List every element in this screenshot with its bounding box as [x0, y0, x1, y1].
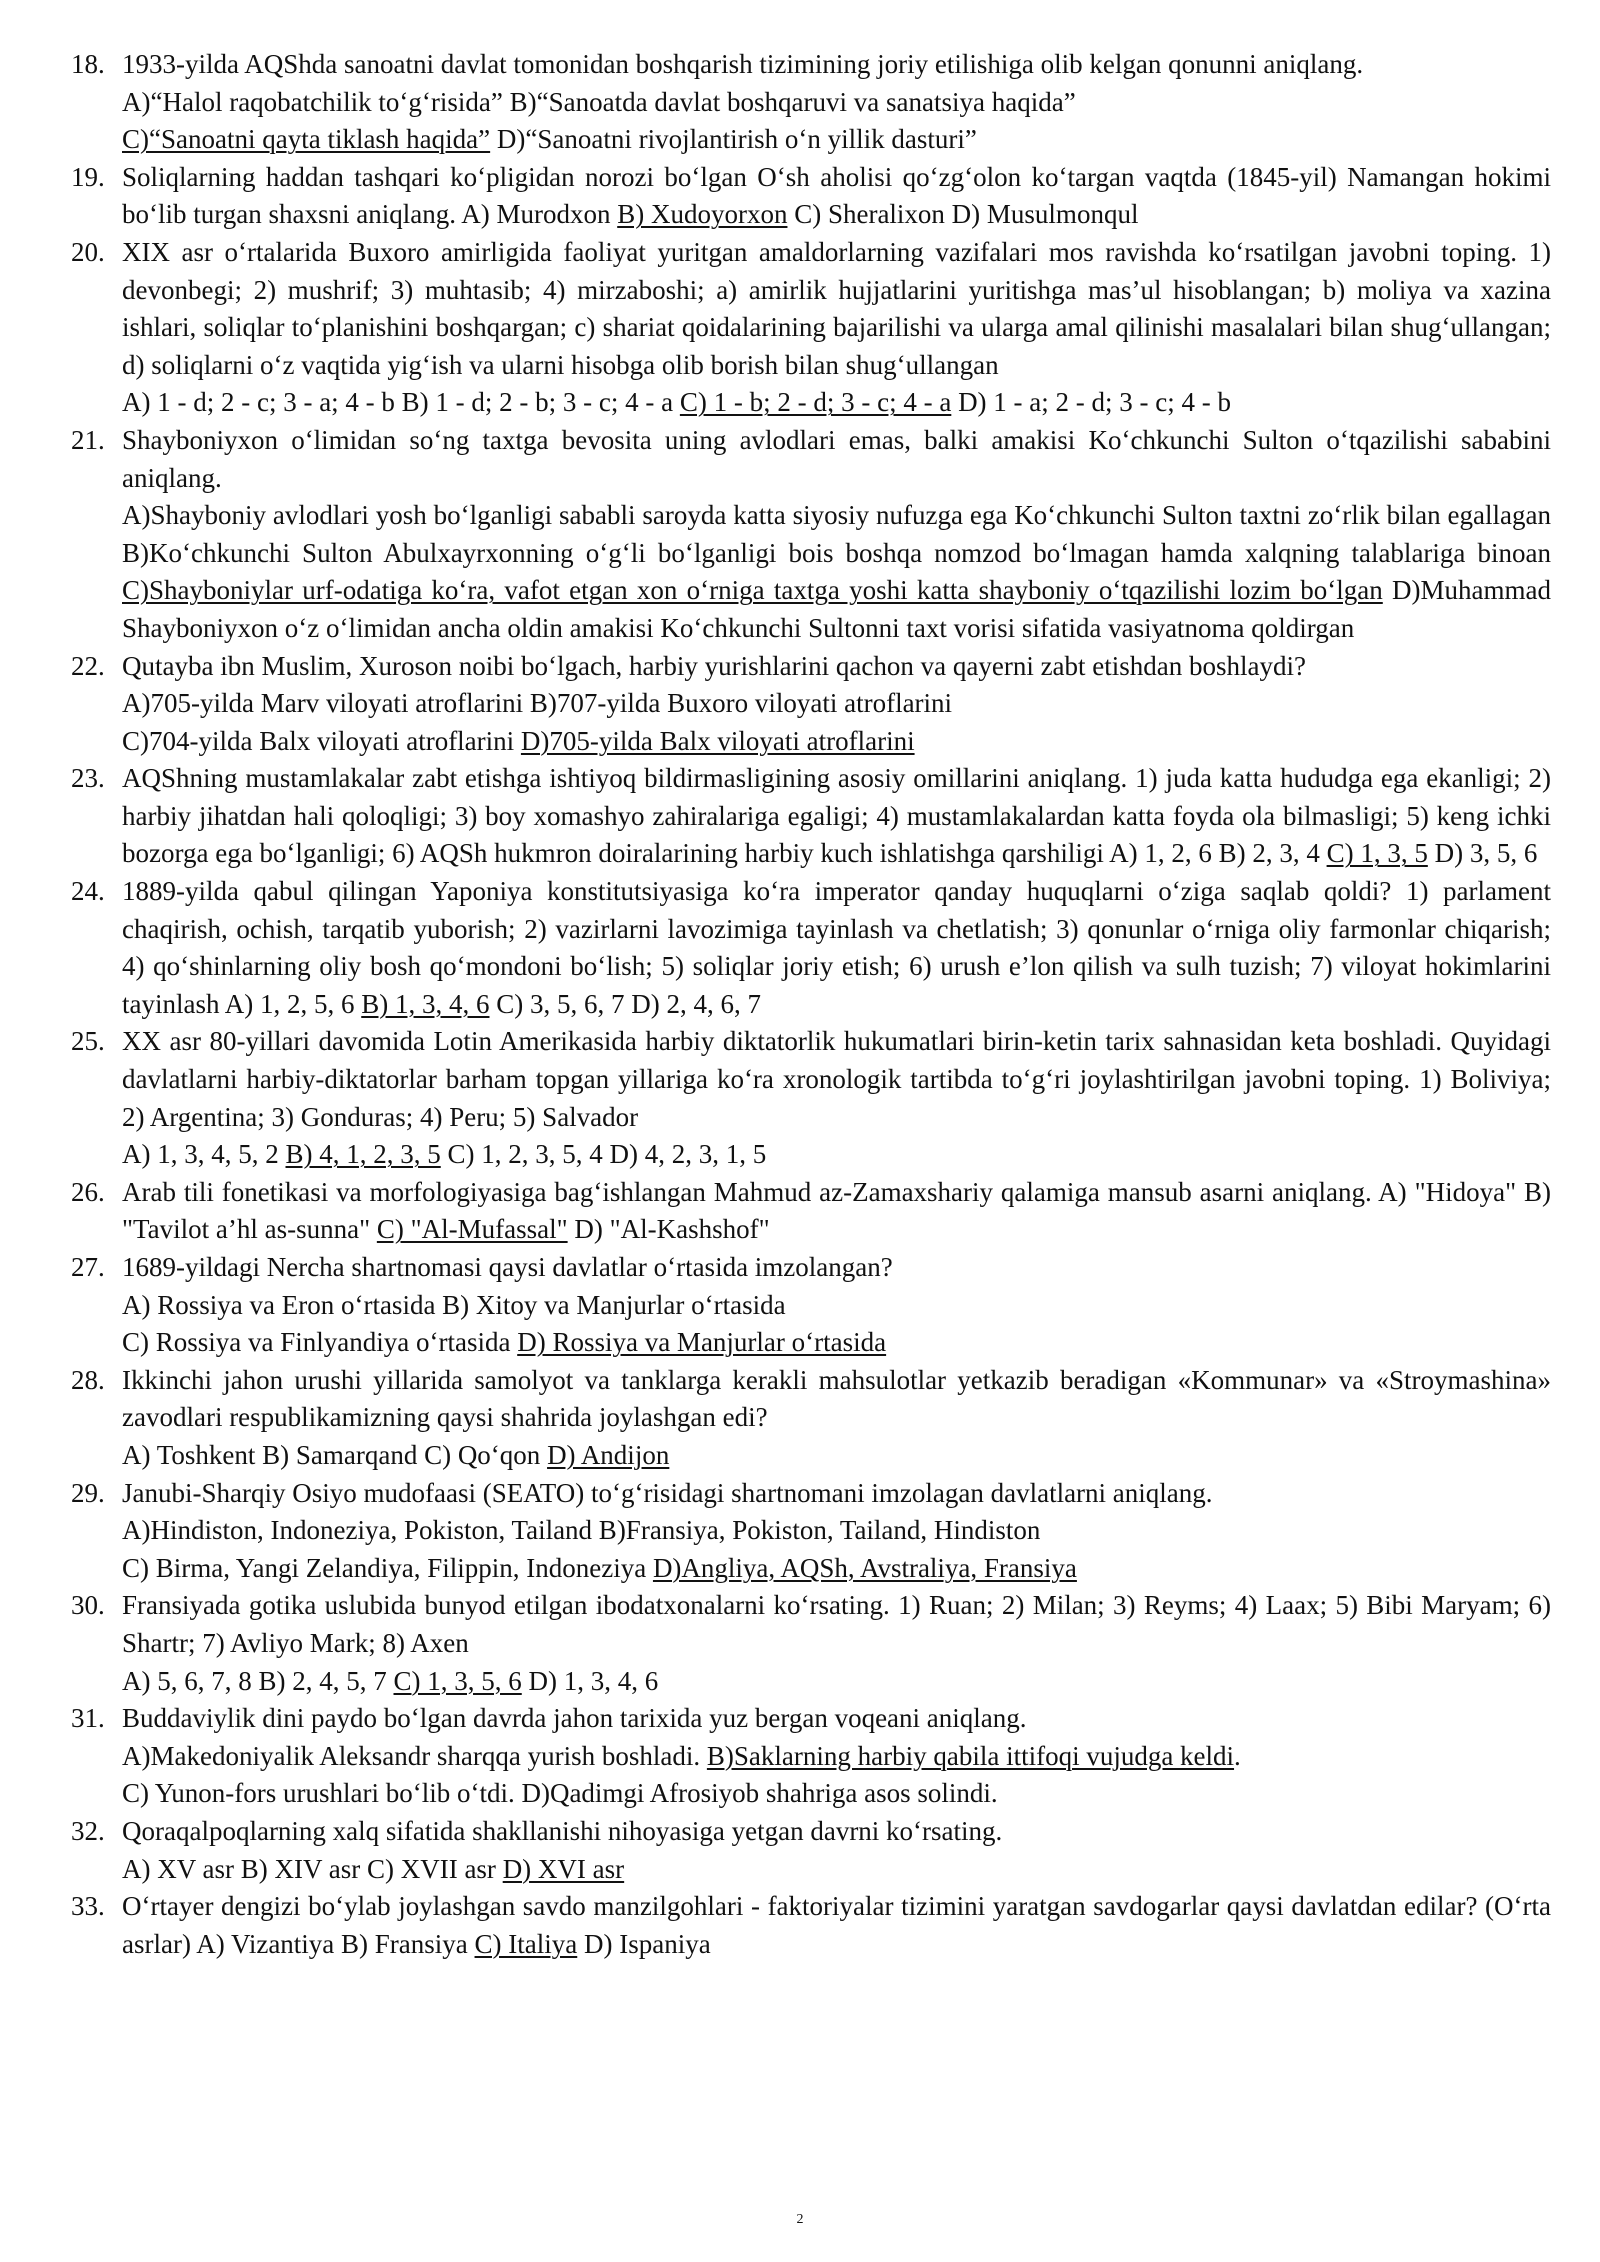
question-text — [122, 873, 1551, 1023]
question-text: Shayboniyxon o‘limidan so‘ng taxtga bevosita uning avlodlari emas, balki amakisi Ko‘chkunchi Sulton o‘tqazilishi sababini aniqlang. — [122, 424, 1551, 493]
option-text: A)Shayboniy avlodlari yosh bo‘lganligi sababli saroyda katta siyosiy nufuzga ega Ko‘chkunchi Sulton taxtni zo‘rlik bilan egallagan B)Ko‘chkunchi Sulton Abulxayrxonning o‘g‘li bo‘lganligi bois boshqa nomzod bo‘lmagan hamda xalqning talablariga binoan — [122, 500, 1551, 568]
options-line: A)Hindiston, Indoneziya, Pokiston, Tailand B)Fransiya, Pokiston, Tailand, Hindiston — [122, 1515, 1041, 1546]
option-text: D) Ispaniya — [577, 1928, 711, 1959]
question-body: Soliqlarning haddan tashqari ko‘pligidan norozi bo‘lgan O‘sh aholisi qo‘zg‘olon ko‘targan vaqtda (1845-yil) Namangan hokimi bo‘lib turgan shaxsni aniqlang. A) Murodxon — [122, 161, 1551, 230]
question-list — [71, 46, 1551, 1963]
option-text: D) 1, 3, 4, 6 — [521, 1665, 659, 1696]
question-number: 24. — [71, 876, 105, 907]
options-line — [122, 1851, 1551, 1889]
correct-answer: D) Andijon — [547, 1439, 670, 1470]
question-number: 21. — [71, 424, 105, 455]
correct-answer: B) 4, 1, 2, 3, 5 — [285, 1139, 441, 1170]
option-text: C) Rossiya va Finlyandiya o‘rtasida — [122, 1327, 518, 1358]
question-22 — [71, 648, 1551, 761]
options-line — [122, 1738, 1551, 1776]
question-text — [122, 159, 1551, 234]
question-29 — [71, 1475, 1551, 1588]
correct-answer: D)Angliya, AQSh, Avstraliya, Fransiya — [652, 1552, 1077, 1583]
question-27 — [71, 1249, 1551, 1362]
question-32 — [71, 1813, 1551, 1888]
page-number: 2 — [796, 2212, 804, 2227]
correct-answer: C) 1 - b; 2 - d; 3 - c; 4 - a — [679, 387, 952, 418]
question-28 — [71, 1362, 1551, 1475]
options-line — [122, 1136, 1551, 1174]
option-text: D)Muhammad Shayboniyxon o‘z o‘limidan ancha oldin amakisi Ko‘chkunchi Sultonni taxt vorisi sifatida vasiyatnoma qoldirgan — [122, 575, 1552, 643]
question-number: 32. — [71, 1815, 105, 1846]
options-line — [122, 1324, 1551, 1362]
question-text: Qutayba ibn Muslim, Xuroson noibi bo‘lgach, harbiy yurishlarini qachon va qayerni zabt etishdan boshlaydi? — [122, 650, 1306, 681]
question-number: 26. — [71, 1176, 105, 1207]
question-number: 30. — [71, 1590, 105, 1621]
correct-answer: C) 1, 3, 5 — [1326, 838, 1428, 869]
options-line — [122, 121, 1551, 159]
options-line — [122, 1550, 1551, 1588]
question-number: 22. — [71, 650, 105, 681]
option-text: A)Makedoniyalik Aleksandr sharqqa yurish boshladi. — [122, 1740, 707, 1771]
question-text: Qoraqalpoqlarning xalq sifatida shakllanishi nihoyasiga yetgan davrni ko‘rsating. — [122, 1815, 1003, 1846]
correct-answer: C) 1, 3, 5, 6 — [393, 1665, 522, 1696]
question-text: Ikkinchi jahon urushi yillarida samolyot va tanklarga kerakli mahsulotlar yetkazib beradigan «Kommunar» va «Stroymashina» zavodlari respublikamizning qaysi shahrida joylashgan edi? — [122, 1364, 1551, 1433]
question-text: 1689-yildagi Nercha shartnomasi qaysi davlatlar o‘rtasida imzolangan? — [122, 1252, 893, 1282]
options-line: A)“Halol raqobatchilik to‘g‘risida” B)“Sanoatda davlat boshqaruvi va sanatsiya haqida” — [122, 86, 1076, 117]
question-text — [122, 1888, 1551, 1963]
question-number: 31. — [71, 1703, 105, 1734]
question-18 — [71, 46, 1551, 159]
option-text: A) Toshkent B) Samarqand C) Qo‘qon — [122, 1439, 548, 1470]
options-line: A) Rossiya va Eron o‘rtasida B) Xitoy va Manjurlar o‘rtasida — [122, 1289, 786, 1320]
option-text: C) 1, 2, 3, 5, 4 D) 4, 2, 3, 1, 5 — [440, 1139, 767, 1170]
question-23 — [71, 760, 1551, 873]
options-line — [122, 1663, 1551, 1701]
question-body: 1889-yilda qabul qilingan Yaponiya konstitutsiyasiga ko‘ra imperator qanday huquqlarni o‘ziga saqlab qoldi? 1) parlament chaqirish, ochish, tarqatib yuborish; 2) vazirlarni lavozimiga tayinlash va chetlatish; 3) qonunlar o‘rniga oliy farmonlar chiqarish; 4) qo‘shinlarning oliy bosh qo‘mondoni bo‘lish; 5) soliqlar joriy etish; 6) urush e’lon qilish va sulh tuzish; 7) viloyat hokimlarini tayinlash A) 1, 2, 5, 6 — [122, 876, 1551, 1019]
options-line — [122, 1437, 1551, 1475]
question-31 — [71, 1700, 1551, 1813]
question-number: 20. — [71, 236, 105, 267]
question-text: Fransiyada gotika uslubida bunyod etilgan ibodatxonalarni ko‘rsating. 1) Ruan; 2) Milan; 3) Reyms; 4) Laax; 5) Bibi Maryam; 6) Shartr; 7) Avliyo Mark; 8) Axen — [122, 1590, 1551, 1658]
question-number: 33. — [71, 1891, 105, 1922]
option-text: . — [1234, 1740, 1241, 1771]
options-line — [122, 384, 1551, 422]
question-number: 23. — [71, 763, 105, 794]
question-text: Janubi-Sharqiy Osiyo mudofaasi (SEATO) to‘g‘risidagi shartnomani imzolagan davlatlarni aniqlang. — [122, 1477, 1213, 1508]
correct-answer: B)Saklarning harbiy qabila ittifoqi vujudga keldi — [706, 1740, 1235, 1771]
option-text: C)704-yilda Balx viloyati atroflarini — [122, 725, 521, 756]
correct-answer: B) 1, 3, 4, 6 — [361, 988, 490, 1019]
question-number: 27. — [71, 1252, 105, 1282]
question-body: O‘rtayer dengizi bo‘ylab joylashgan savdo manzilgohlari - faktoriyalar tizimini yaratgan savdogarlar qaysi davlatdan edilar? (O‘rta asrlar) A) Vizantiya B) Fransiya — [122, 1891, 1551, 1959]
question-text: 1933-yilda AQShda sanoatni davlat tomonidan boshqarish tizimining joriy etilishiga olib kelgan qonunni aniqlang. — [122, 49, 1364, 79]
options-line — [122, 723, 1551, 761]
correct-answer: C) "Al-Mufassal" — [376, 1214, 568, 1245]
question-number: 25. — [71, 1026, 105, 1057]
question-19 — [71, 159, 1551, 234]
option-text: D)“Sanoatni rivojlantirish o‘n yillik dasturi” — [490, 124, 977, 155]
option-text: A) 1 - d; 2 - c; 3 - a; 4 - b B) 1 - d; 2 - b; 3 - c; 4 - a — [122, 387, 680, 418]
correct-answer: B) Xudoyorxon — [617, 199, 788, 230]
option-text: D) 3, 5, 6 — [1427, 838, 1538, 869]
option-text: C) Birma, Yangi Zelandiya, Filippin, Indoneziya — [122, 1552, 653, 1583]
question-text — [122, 1174, 1551, 1249]
question-body: Arab tili fonetikasi va morfologiyasiga bag‘ishlangan Mahmud az-Zamaxshariy qalamiga mansub asarni aniqlang. A) "Hidoya" B) "Tavilot a’hl as-sunna" — [122, 1176, 1551, 1245]
correct-answer: D) XVI asr — [502, 1853, 625, 1884]
options-line: A)705-yilda Marv viloyati atroflarini B)707-yilda Buxoro viloyati atroflarini — [122, 688, 953, 719]
option-text: A) XV asr B) XIV asr C) XVII asr — [122, 1853, 503, 1884]
option-text: C) Sheralixon D) Musulmonqul — [787, 199, 1139, 230]
question-number: 29. — [71, 1477, 105, 1508]
options-block — [122, 497, 1551, 647]
correct-answer: C) Italiya — [474, 1928, 578, 1959]
question-text — [122, 760, 1551, 873]
options-line: C) Yunon-fors urushlari bo‘lib o‘tdi. D)Qadimgi Afrosiyob shahriga asos solindi. — [122, 1778, 998, 1809]
question-24 — [71, 873, 1551, 1023]
question-text: Buddaviylik dini paydo bo‘lgan davrda jahon tarixida yuz bergan voqeani aniqlang. — [122, 1703, 1027, 1734]
question-20 — [71, 234, 1551, 422]
option-text: C) 3, 5, 6, 7 D) 2, 4, 6, 7 — [489, 988, 761, 1019]
option-text: D) "Al-Kashshof" — [567, 1214, 770, 1245]
question-text: XX asr 80-yillari davomida Lotin Amerikasida harbiy diktatorlik hukumatlari birin-ketin tarix sahnasidan keta boshladi. Quyidagi davlatlarni harbiy-diktatorlar barham topgan yillariga ko‘ra xronologik tartibda to‘g‘ri joylashtirilgan javobni toping. 1) Boliviya; 2) Argentina; 3) Gonduras; 4) Peru; 5) Salvador — [122, 1026, 1551, 1132]
question-number: 18. — [71, 49, 105, 79]
correct-answer: C)Shayboniylar urf-odatiga ko‘ra, vafot etgan xon o‘rniga taxtga yoshi katta shayboniy o‘tqazilishi lozim bo‘lgan — [122, 575, 1383, 606]
question-30 — [71, 1587, 1551, 1700]
question-number: 19. — [71, 161, 105, 192]
option-text: D) 1 - a; 2 - d; 3 - c; 4 - b — [951, 387, 1231, 418]
question-21 — [71, 422, 1551, 648]
correct-answer: D) Rossiya va Manjurlar o‘rtasida — [517, 1327, 887, 1358]
question-26 — [71, 1174, 1551, 1249]
question-25 — [71, 1023, 1551, 1173]
correct-answer: C)“Sanoatni qayta tiklash haqida” — [122, 124, 491, 155]
correct-answer: D)705-yilda Balx viloyati atroflarini — [520, 725, 915, 756]
option-text: A) 1, 3, 4, 5, 2 — [122, 1139, 286, 1170]
question-body: AQShning mustamlakalar zabt etishga ishtiyoq bildirmasligining asosiy omillarini aniqlang. 1) juda katta hududga ega ekanligi; 2) harbiy jihatdan hali qoloqligi; 3) boy xomashyo zahiralariga egaligi; 4) mustamlakalardan katta foyda ola bilmasligi; 5) keng ichki bozorga ega bo‘lganligi; 6) AQSh hukmron doiralarining harbiy kuch ishlatishga qarshiligi A) 1, 2, 6 B) 2, 3, 4 — [122, 763, 1551, 869]
question-text: XIX asr o‘rtalarida Buxoro amirligida faoliyat yuritgan amaldorlarning vazifalari mos ravishda ko‘rsatilgan javobni toping. 1) devonbegi; 2) mushrif; 3) muhtasib; 4) mirzaboshi; a) amirlik hujjatlarini yuritishga mas’ul hisoblangan; b) moliya va xazina ishlari, soliqlar to‘planishini boshqargan; c) shariat qoidalarining bajarilishi va ularga amal qilinishi masalalari bilan shug‘ullangan; d) soliqlarni o‘z vaqtida yig‘ish va ularni hisobga olib borish bilan shug‘ullangan — [122, 236, 1551, 380]
question-number: 28. — [71, 1364, 105, 1395]
option-text: A) 5, 6, 7, 8 B) 2, 4, 5, 7 — [122, 1665, 394, 1696]
question-33 — [71, 1888, 1551, 1963]
